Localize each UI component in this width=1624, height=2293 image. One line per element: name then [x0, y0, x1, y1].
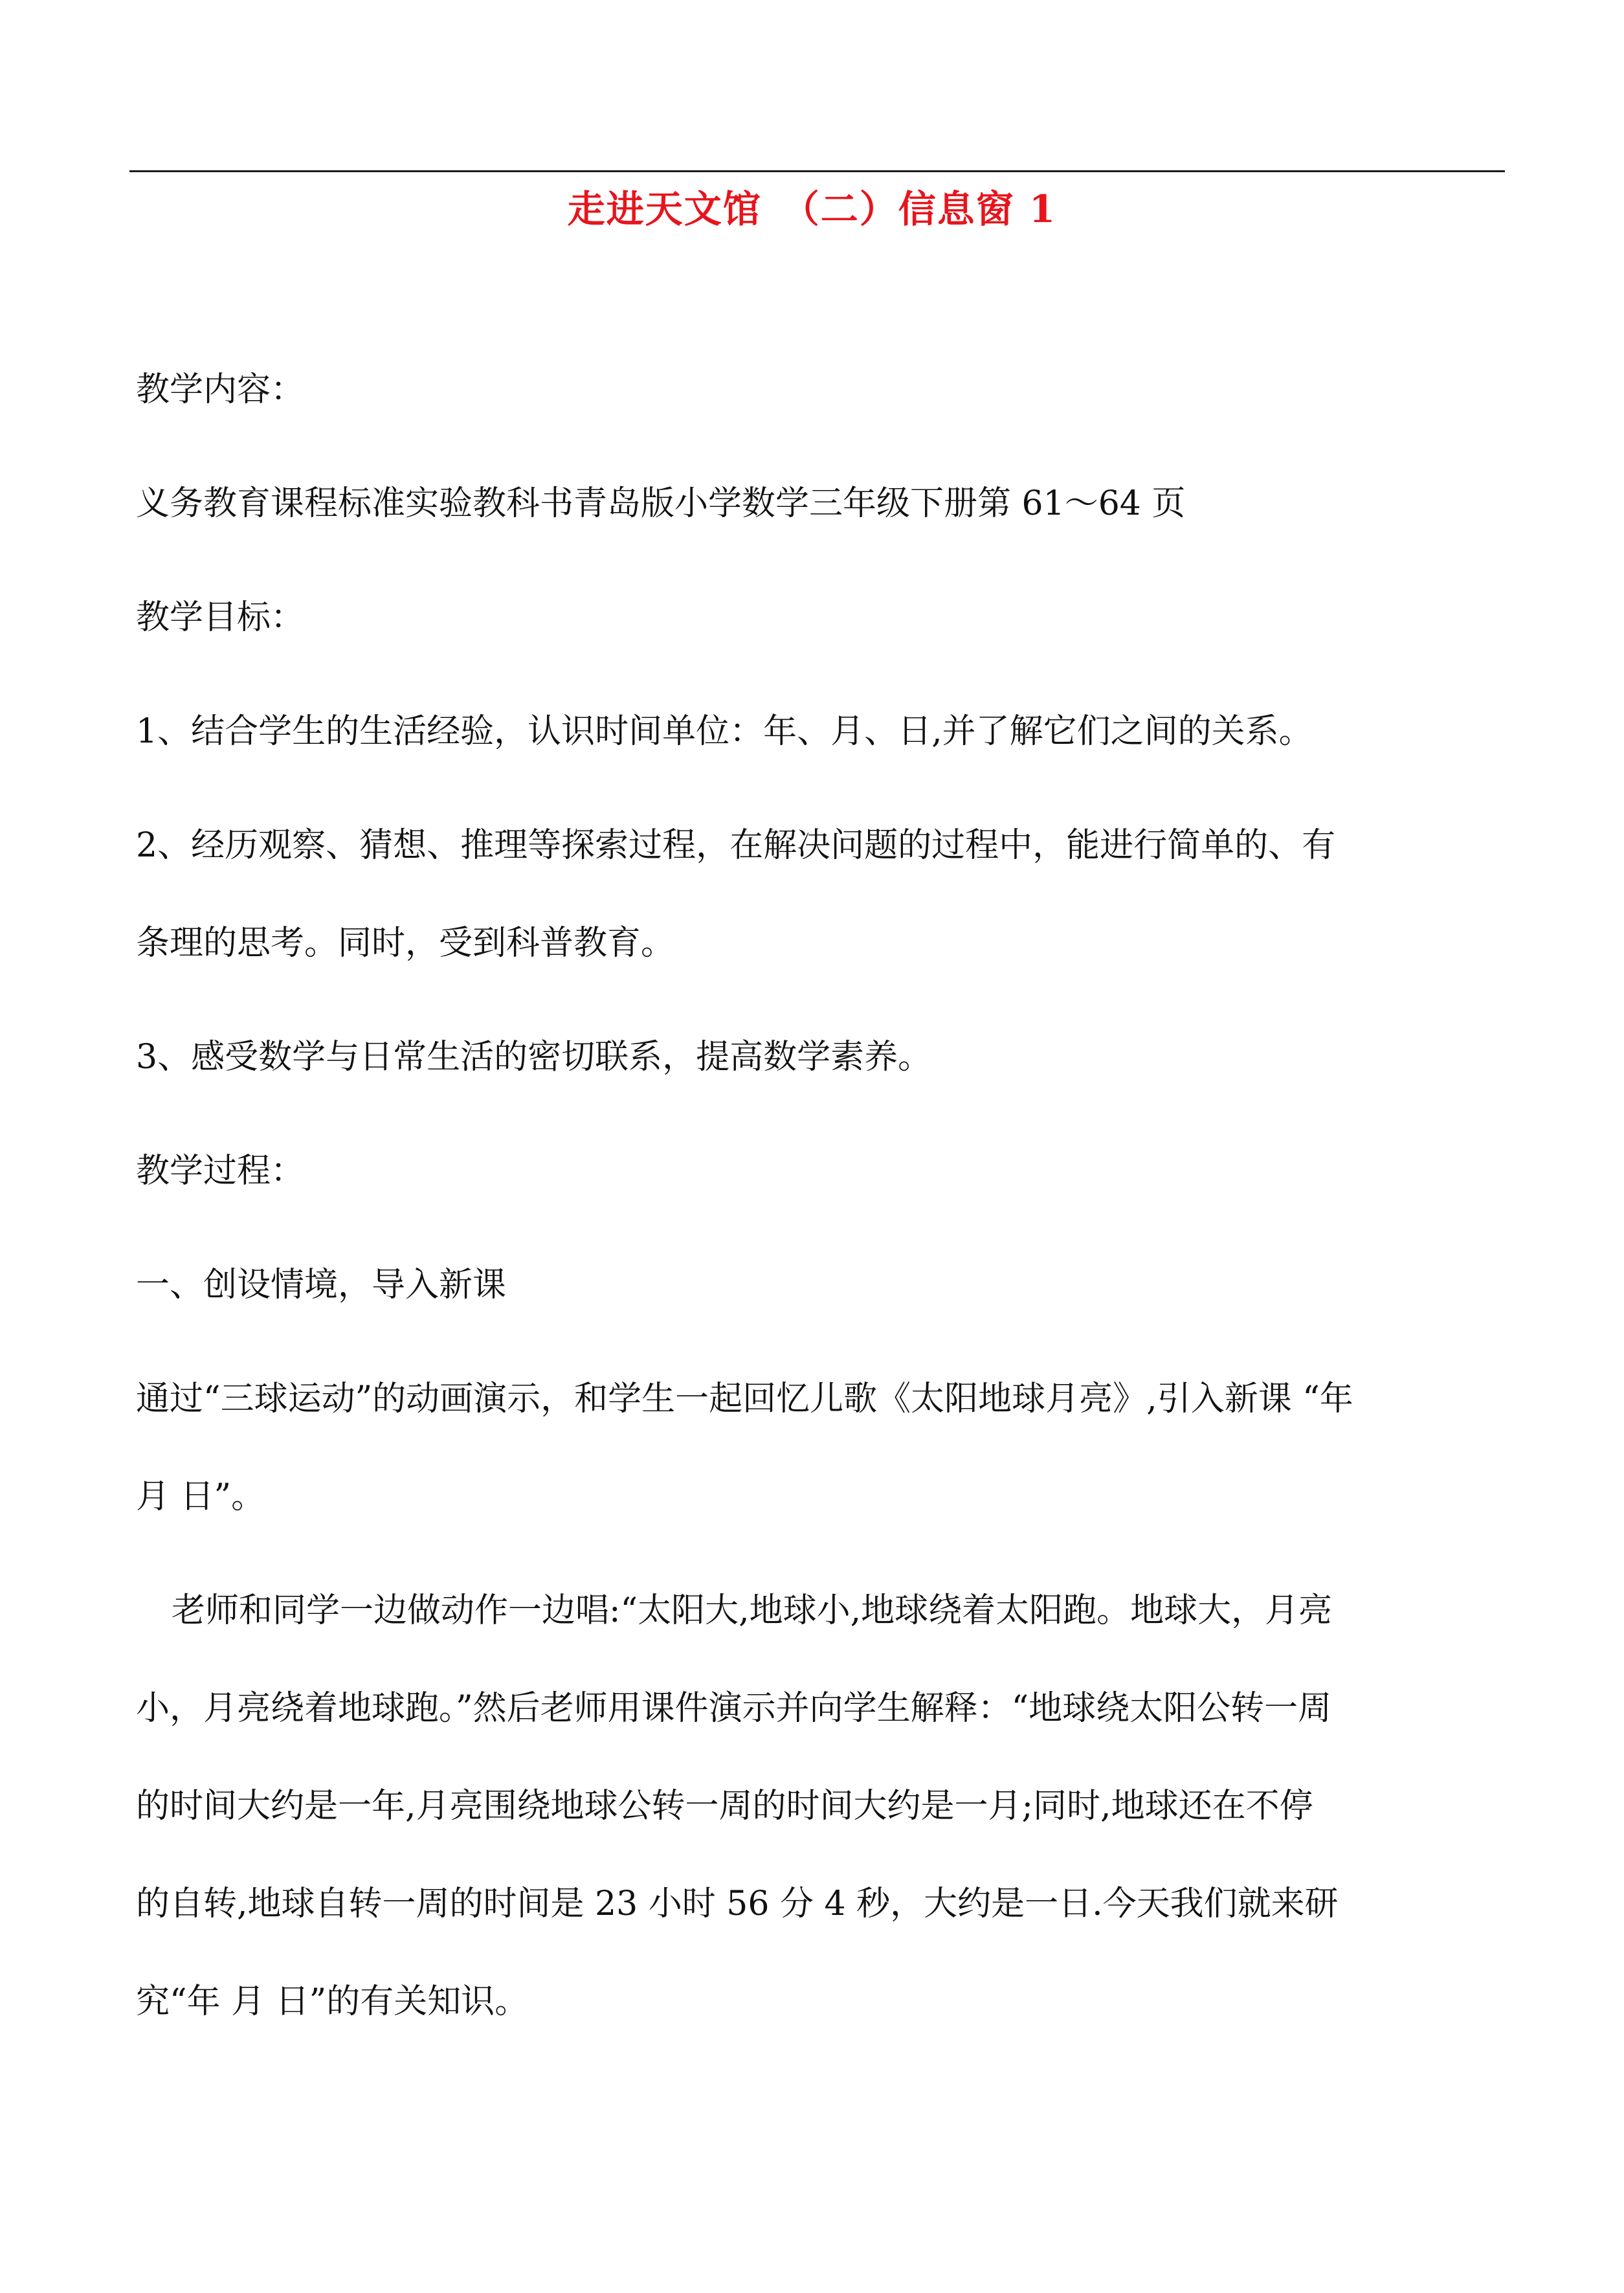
goal-2-line-2: 条理的思考。同时，受到科普教育。 — [136, 924, 675, 963]
textbook-reference: 义务教育课程标准实验教科书青岛版小学数学三年级下册第 61～64 页 — [136, 484, 1186, 523]
paragraph-2-line-3: 的时间大约是一年,月亮围绕地球公转一周的时间大约是一月;同时,地球还在不停 — [136, 1787, 1313, 1826]
paragraph-2-line-4: 的自转,地球自转一周的时间是 23 小时 56 分 4 秒，大约是一日.今天我们就来研 — [136, 1885, 1339, 1923]
paragraph-1-line-2: 月 日”。 — [136, 1477, 265, 1516]
label-teaching-content: 教学内容： — [136, 370, 305, 409]
document-title: 走进天文馆 （二）信息窗 1 — [567, 187, 1057, 231]
paragraph-2-line-2: 小，月亮绕着地球跑。”然后老师用课件演示并向学生解释：“地球绕太阳公转一周 — [136, 1689, 1332, 1728]
paragraph-1-line-1: 通过“三球运动”的动画演示，和学生一起回忆儿歌《太阳地球月亮》,引入新课 “年 — [136, 1380, 1353, 1418]
goal-1: 1、结合学生的生活经验，认识时间单位：年、月、日,并了解它们之间的关系。 — [136, 712, 1313, 751]
goal-2-line-1: 2、经历观察、猜想、推理等探索过程，在解决问题的过程中，能进行简单的、有 — [136, 826, 1336, 865]
goal-3: 3、感受数学与日常生活的密切联系，提高数学素养。 — [136, 1038, 932, 1077]
paragraph-2-line-5: 究“年 月 日”的有关知识。 — [136, 1982, 529, 2021]
paragraph-2-line-1: 老师和同学一边做动作一边唱:“太阳大,地球小,地球绕着太阳跑。地球大，月亮 — [172, 1591, 1333, 1630]
label-teaching-goals: 教学目标： — [136, 598, 305, 637]
section-heading-1: 一、创设情境，导入新课 — [136, 1266, 507, 1304]
header-rule — [129, 170, 1505, 172]
label-teaching-process: 教学过程： — [136, 1152, 305, 1191]
